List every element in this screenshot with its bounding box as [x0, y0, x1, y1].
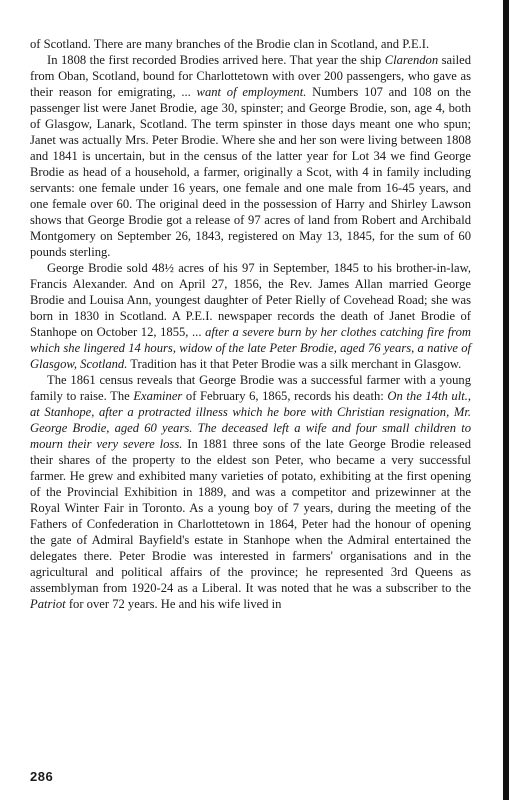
text-run: In 1808 the first recorded Brodies arrived here. That year the ship — [47, 53, 385, 67]
italic-text-run: Examiner — [133, 389, 183, 403]
text-run: The 1861 census reveals that George Brodie was a successful farmer with a young family to raise. The — [30, 373, 471, 403]
italic-text-run: Patriot — [30, 597, 66, 611]
italic-text-run: On the 14th ult., at Stanhope, after a protracted illness which he bore with Christian resignation, Mr. George Brodie, aged 60 years. The deceased left a wife and four small children to mourn their very severe loss. — [30, 389, 471, 451]
italic-text-run: Clarendon — [384, 53, 439, 67]
text-run: Numbers 107 and 108 on the passenger list were Janet Brodie, age 30, spinster; and George Brodie, son, age 4, both of Glasgow, Lanark, Scotland. The term spinster in those days meant one who spun; Janet was actually Mrs. Peter Brodie. Where she and her son were living between 1808 and 1841 is uncertain, but in the census of the latter year for Lot 34 we find George Brodie as head of a household, a farmer, originally a Scot, with 4 in family including servants: one female under 16 years, one female and one male from 16-45 years, and one female over 60. The original deed in the possession of Harry and Shirley Lawson shows that George Brodie got a release of 97 acres of land from Robert and Archibald Montgomery on September 26, 1843, registered on May 13, 1845, for the sum of 60 pounds sterling. — [30, 85, 471, 259]
text-run: for over 72 years. He and his wife lived in — [65, 597, 282, 611]
scan-border — [503, 0, 509, 800]
text-run: sailed from Oban, Scotland, bound for Charlottetown with over 200 passengers, who gave as their reason for emigrating, ... — [30, 53, 471, 99]
page-number: 286 — [30, 769, 54, 784]
text-run: of February 6, 1865, records his death: — [182, 389, 388, 403]
paragraph-first-brodies-1808 — [30, 52, 471, 260]
paragraph-census-1861 — [30, 372, 471, 612]
italic-text-run: after a severe burn by her clothes catching fire from which she lingered 14 hours, widow of the late Peter Brodie, aged 76 years, a native of Glasgow, Scotland. — [30, 325, 471, 371]
italic-text-run: want of employment. — [196, 85, 307, 99]
text-run: of Scotland. There are many branches of the Brodie clan in Scotland, and P.E.I. — [30, 37, 430, 51]
text-run: In 1881 three sons of the late George Brodie released their shares of the property to the eldest son Peter, who became a very successful farmer. He grew and exhibited many varieties of potato, exhibiting at the first opening of the Provincial Exhibition in 1889, and was a competitor and prizewinner at the Royal Winter Fair in Toronto. As a young boy of 7 years, during the meeting of the Fathers of Confederation in Charlottetown in 1864, Peter had the honour of opening the gate of Admiral Bayfield's estate in Stanhope when the Admiral entertained the delegates there. Peter Brodie was interested in farmers' organisations and in the agricultural and political affairs of the province; he represented 3rd Queens as assemblyman from 1920-24 as a Liberal. It was noted that he was a subscriber to the — [30, 437, 471, 595]
paragraph-land-sale-1845 — [30, 260, 471, 372]
text-run: George Brodie sold 48½ acres of his 97 in September, 1845 to his brother-in-law, Francis Alexander. And on April 27, 1856, the Rev. James Allan married George Brodie and Louisa Ann, youngest daughter of Peter Rielly of Covehead Road; she was born in 1830 in Scotland. A P.E.I. newspaper records the death of Janet Brodie of Stanhope on October 12, 1855, ... — [30, 261, 471, 339]
text-run: Tradition has it that Peter Brodie was a silk merchant in Glasgow. — [127, 357, 462, 371]
paragraph-clan-branches — [30, 36, 471, 52]
book-page-body — [30, 36, 471, 612]
